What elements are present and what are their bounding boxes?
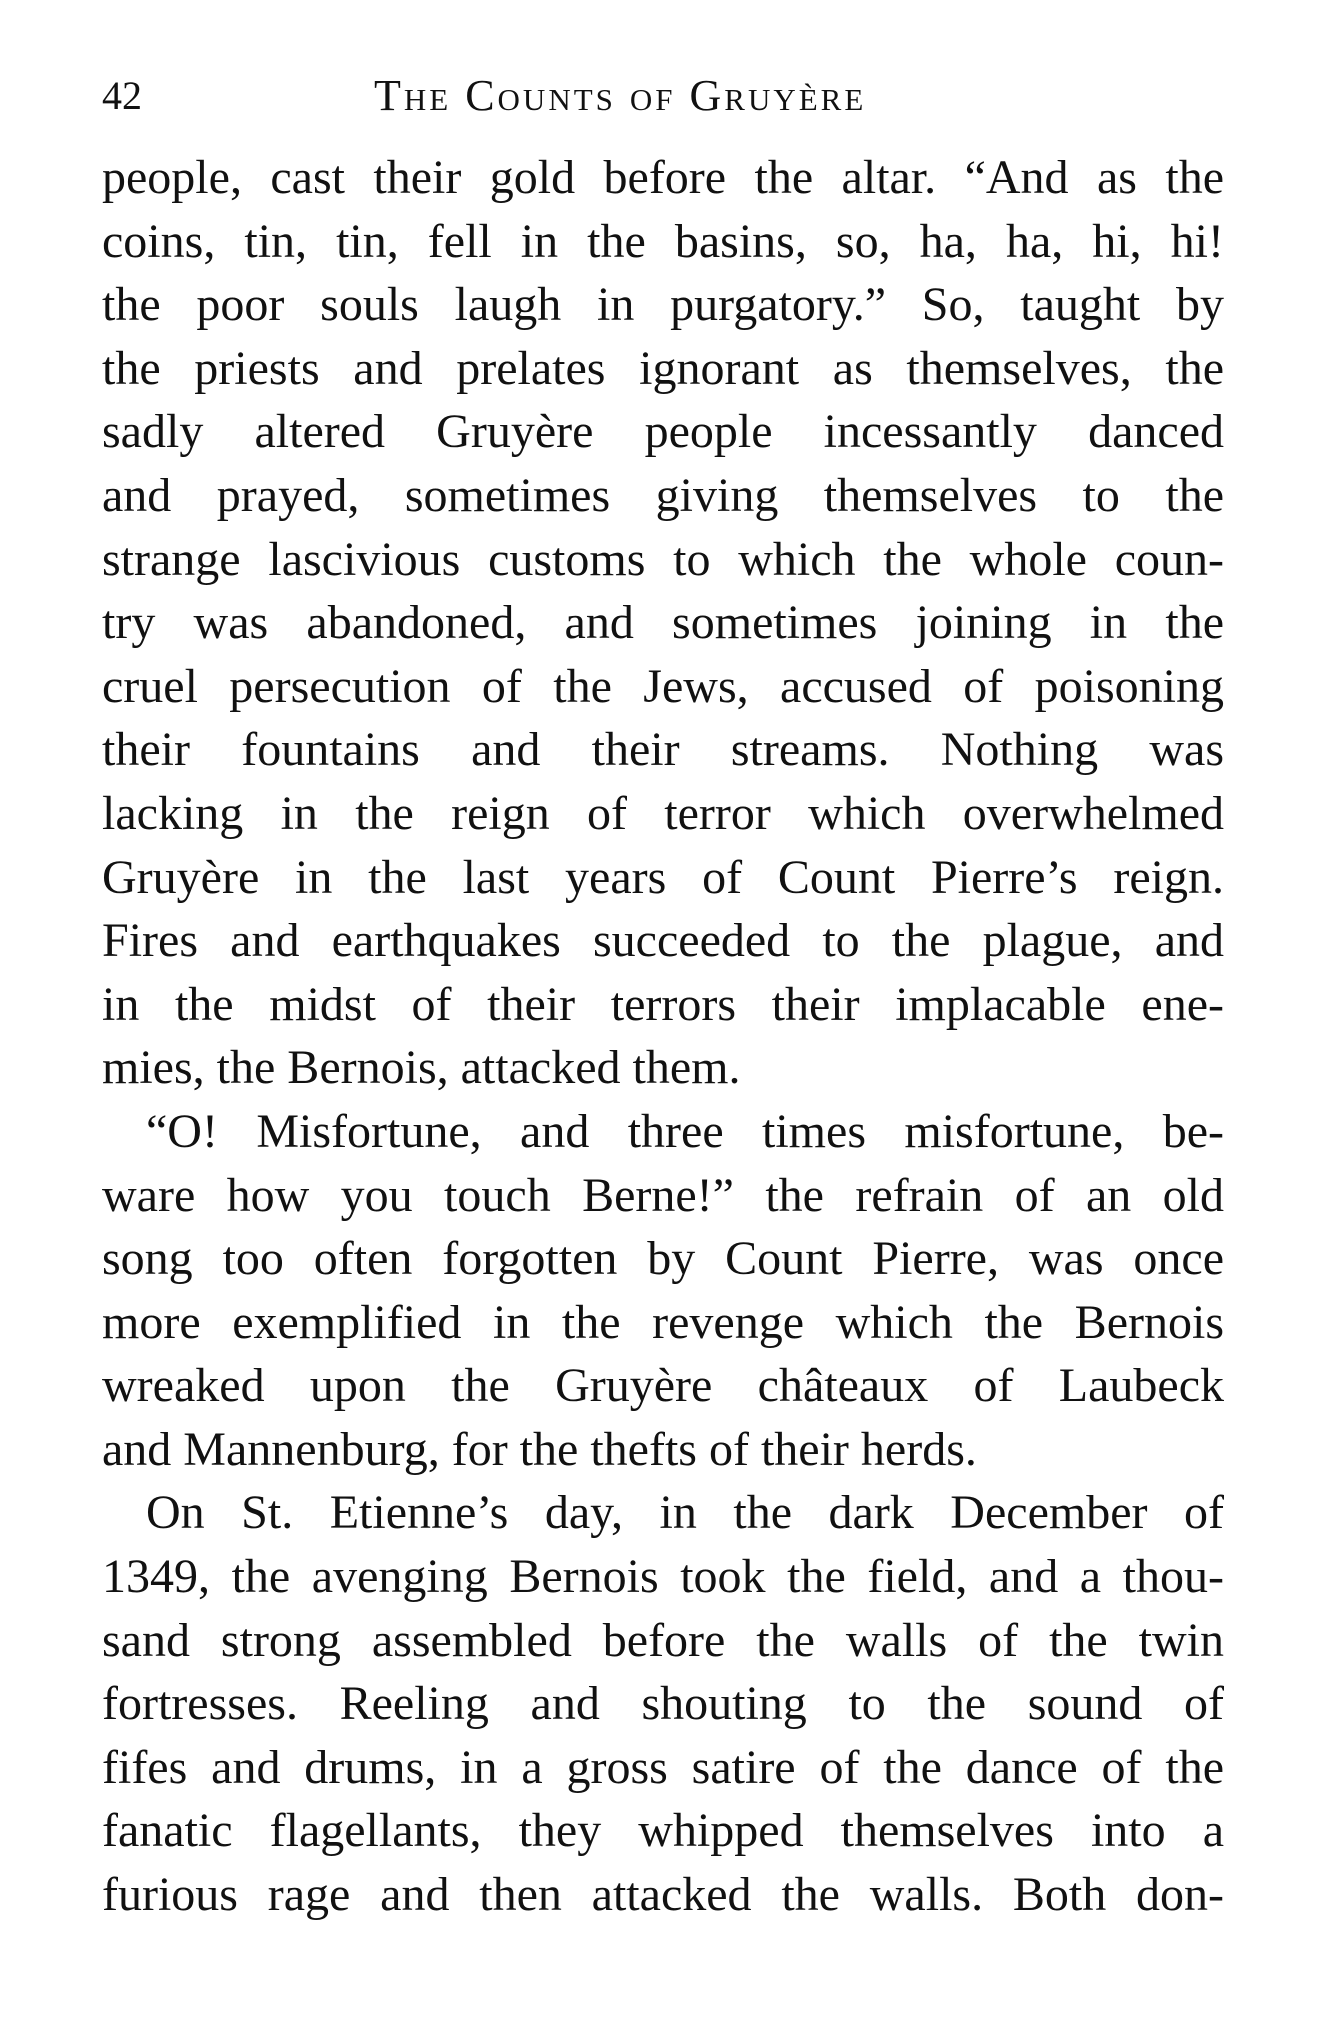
text-line: 1349, the avenging Bernois took the field, and a thou- xyxy=(102,1550,1224,1604)
text-line: the poor souls laugh in purgatory.” So, taught by xyxy=(102,278,1224,332)
text-line: mies, the Bernois, attacked them. xyxy=(102,1041,741,1095)
text-line: song too often forgotten by Count Pierre, was once xyxy=(102,1232,1224,1286)
running-head xyxy=(102,68,1224,124)
text-line: wreaked upon the Gruyère châteaux of Laubeck xyxy=(102,1359,1224,1413)
text-line: Gruyère in the last years of Count Pierre’s reign. xyxy=(102,850,1224,904)
text-line: Fires and earthquakes succeeded to the plague, and xyxy=(102,914,1224,968)
text-line: strange lascivious customs to which the whole coun- xyxy=(102,532,1224,586)
text-line: their fountains and their streams. Nothing was xyxy=(102,723,1224,777)
text-line: try was abandoned, and sometimes joining in the xyxy=(102,596,1224,650)
text-line: On St. Etienne’s day, in the dark December of xyxy=(146,1486,1224,1540)
text-line: cruel persecution of the Jews, accused of poisoning xyxy=(102,659,1224,713)
text-line: furious rage and then attacked the walls. Both don- xyxy=(102,1868,1224,1922)
text-line: lacking in the reign of terror which overwhelmed xyxy=(102,786,1224,840)
text-line: fifes and drums, in a gross satire of the dance of the xyxy=(102,1740,1224,1794)
text-line: “O! Misfortune, and three times misfortune, be- xyxy=(146,1104,1224,1158)
text-line: in the midst of their terrors their implacable ene- xyxy=(102,977,1224,1031)
text-line: ware how you touch Berne!” the refrain of an old xyxy=(102,1168,1224,1222)
text-line: sand strong assembled before the walls of the twin xyxy=(102,1613,1224,1667)
text-line: more exemplified in the revenge which the Bernois xyxy=(102,1295,1224,1349)
text-line: coins, tin, tin, fell in the basins, so, ha, ha, hi, hi! xyxy=(102,214,1224,268)
running-title: The Counts of Gruyère xyxy=(374,71,867,120)
text-line: and Mannenburg, for the thefts of their herds. xyxy=(102,1422,977,1476)
text-line: sadly altered Gruyère people incessantly danced xyxy=(102,405,1224,459)
body-text xyxy=(102,146,1224,1927)
text-line: and prayed, sometimes giving themselves to the xyxy=(102,468,1224,522)
text-line: the priests and prelates ignorant as themselves, the xyxy=(102,341,1224,395)
text-line: people, cast their gold before the altar. “And as the xyxy=(102,151,1224,204)
page-number: 42 xyxy=(102,73,142,118)
text-line: fanatic flagellants, they whipped themselves into a xyxy=(102,1804,1224,1858)
text-line: fortresses. Reeling and shouting to the sound of xyxy=(102,1677,1224,1731)
